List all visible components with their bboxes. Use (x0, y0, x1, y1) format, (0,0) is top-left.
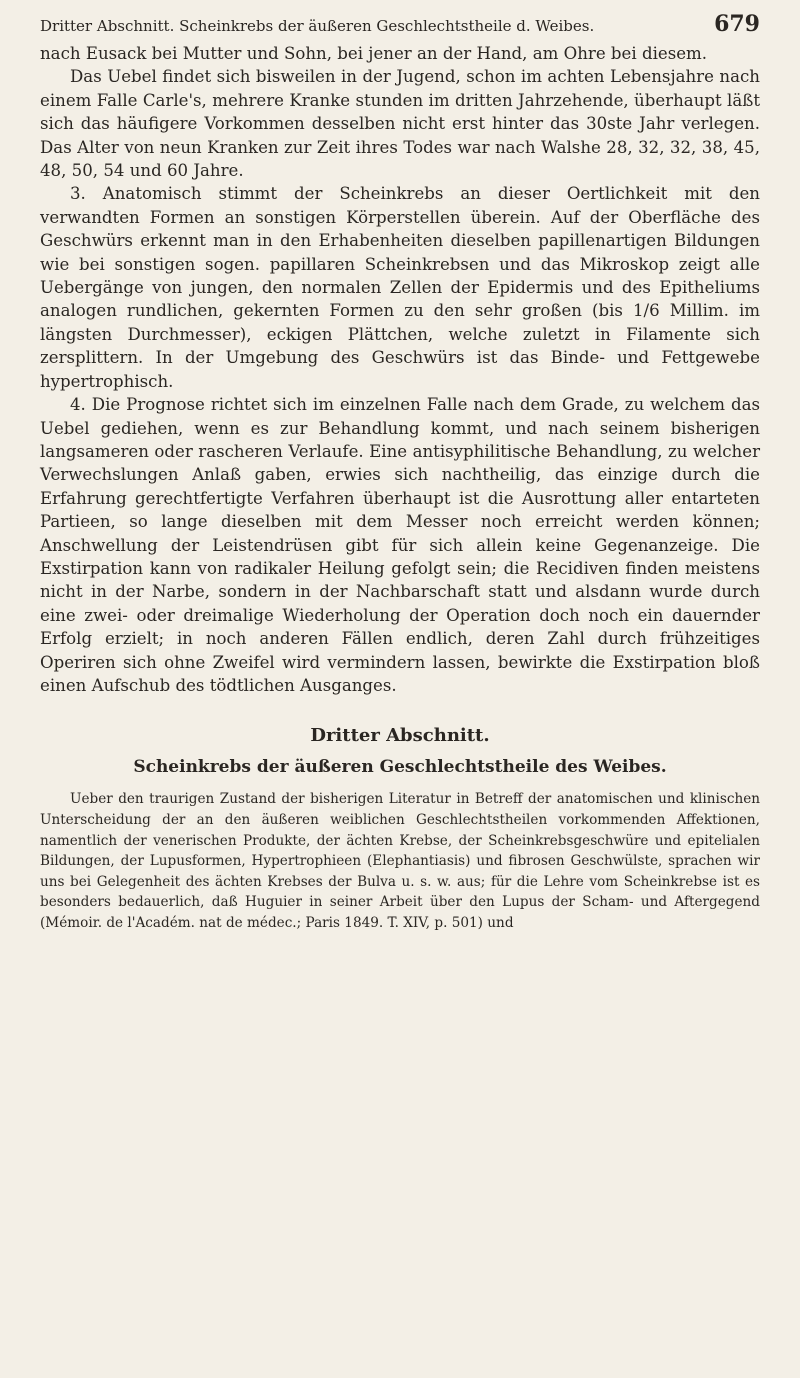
paragraph-prognosis: 4. Die Prognose richtet sich im einzelnen Falle nach dem Grade, zu welchem das Uebel gediehen, wenn es zur Behandlung kommt, und nach seinem bisherigen langsameren oder rascheren Verlaufe. Eine antisyphilitische Behandlung, zu welcher Verwechslungen Anlaß gaben, erwies sich nachtheilig, das einzige durch die Erfahrung gerechtfertigte Verfahren überhaupt ist die Ausrottung aller entarteten Partieen, so lange dieselben mit dem Messer noch erreicht werden können; Anschwellung der Leistendrüsen gibt für sich allein keine Gegenanzeige. Die Exstirpation kann von radikaler Heilung gefolgt sein; die Recidiven finden meistens nicht in der Narbe, sondern in der Nachbarschaft statt und alsdann wurde durch eine zwei- oder dreimalige Wiederholung der Operation doch noch ein dauernder Erfolg erzielt; in noch anderen Fällen endlich, deren Zahl durch frühzeitiges Operiren sich ohne Zweifel wird vermindern lassen, bewirkte die Exstirpation bloß einen Aufschub des tödtlichen Ausganges. (40, 395, 760, 695)
section-subheading: Scheinkrebs der äußeren Geschlechtstheile des Weibes. (133, 757, 667, 778)
section-intro-paragraph: Ueber den traurigen Zustand der bisherigen Literatur in Betreff der anatomischen und klinischen Unterscheidung der an den äußeren weiblichen Geschlechtstheilen vorkommenden Affektionen, namentlich der venerischen Produkte, der ächten Krebse, der Scheinkrebsgeschwüre und epitelialen Bildungen, der Lupusformen, Hypertrophieen (Elephantiasis) und fibrosen Geschwülste, sprachen wir uns bei Gelegenheit des ächten Krebses der Bulva u. s. w. aus; für die Lehre vom Scheinkrebse ist es besonders bedauerlich, daß Huguier in seiner Arbeit über den Lupus der Scham- und Aftergegend (Mémoir. de l'Académ. nat de médec.; Paris 1849. T. XIV, p. 501) und (40, 791, 760, 931)
section-heading: Dritter Abschnitt. (310, 725, 490, 747)
page-number: 679 (714, 11, 760, 37)
paragraph-age: Das Uebel findet sich bisweilen in der Jugend, schon im achten Lebensjahre nach einem Falle Carle's, mehrere Kranke stunden im dritten Jahrzehende, überhaupt läßt sich das häufigere Vorkommen desselben nicht erst hinter das 30ste Jahr verlegen. Das Alter von neun Kranken zur Zeit ihres Todes war nach Walshe 28, 32, 32, 38, 45, 48, 50, 54 und 60 Jahre. (40, 67, 760, 181)
running-head (40, 11, 760, 42)
running-title: Dritter Abschnitt. Scheinkrebs der äußeren Geschlechtstheile d. Weibes. (40, 17, 595, 35)
paragraph-anatomy: 3. Anatomisch stimmt der Scheinkrebs an dieser Oertlichkeit mit den verwandten Formen an sonstigen Körperstellen überein. Auf der Oberfläche des Geschwürs erkennt man in den Erhabenheiten dieselben papillenartigen Bildungen wie bei sonstigen sogen. papillaren Scheinkrebsen und das Mikroskop zeigt alle Uebergänge von jungen, den normalen Zellen der Epidermis und des Epitheliums analogen rundlichen, gekernten Formen zu den sehr großen (bis 1/6 Millim. im längsten Durchmesser), eckigen Plättchen, welche zuletzt in Filamente sich zersplittern. In der Umgebung des Geschwürs ist das Binde- und Fettgewebe hypertrophisch. (40, 184, 760, 391)
paragraph-continuation: nach Eusack bei Mutter und Sohn, bei jener an der Hand, am Ohre bei diesem. (40, 44, 708, 63)
